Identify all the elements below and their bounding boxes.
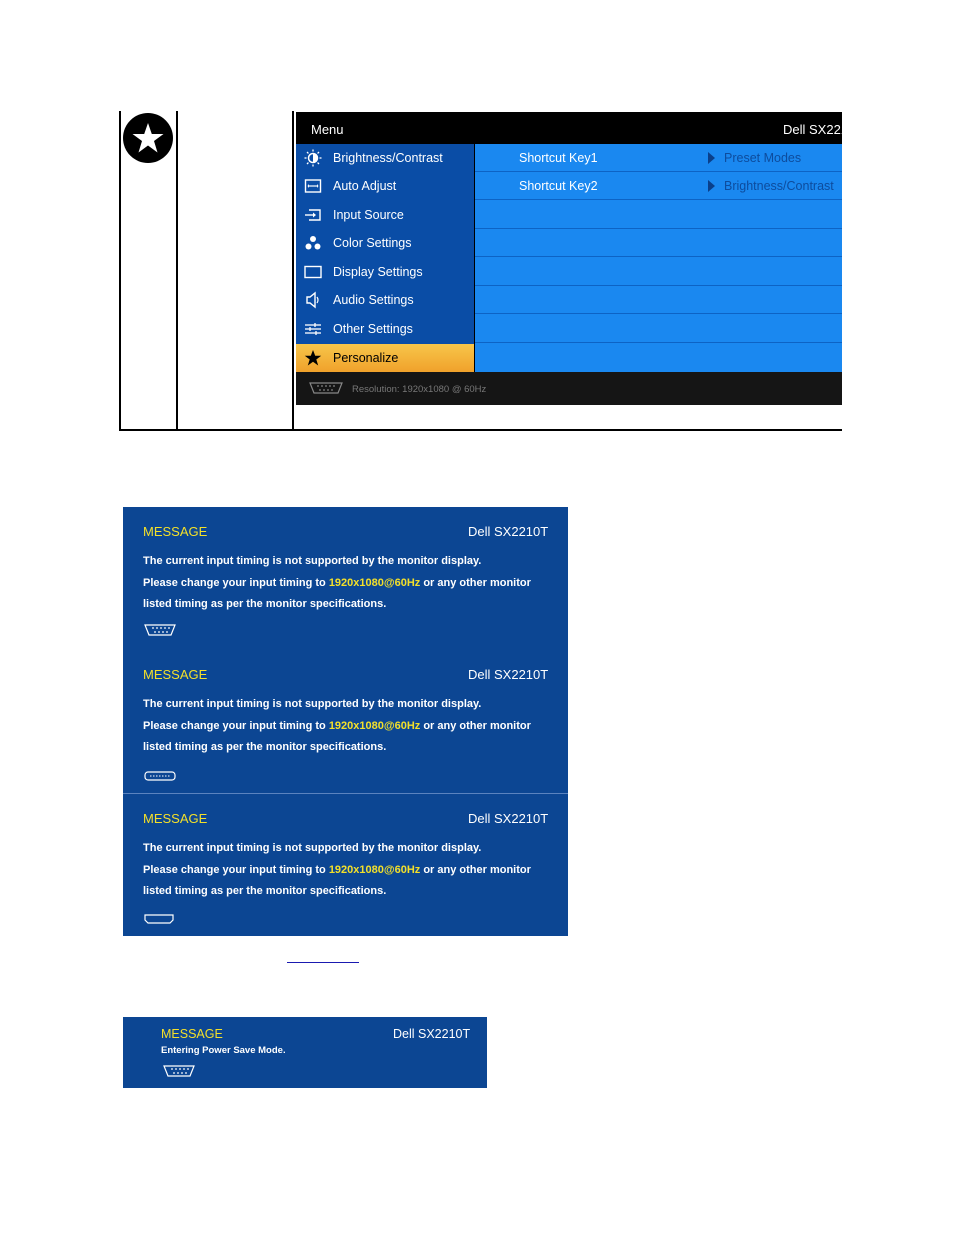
star-icon — [304, 349, 322, 367]
submenu-empty-row — [475, 229, 842, 257]
personalize-star-icon — [123, 113, 173, 163]
timing-highlight: 1920x1080@60Hz — [328, 864, 421, 876]
menu-item-label: Brightness/Contrast — [333, 151, 443, 165]
message-model: Dell SX2210T — [468, 667, 549, 682]
message-line3: listed timing as per the monitor specifications. — [143, 885, 387, 897]
hdmi-connector-icon — [143, 913, 175, 925]
osd-submenu — [475, 144, 842, 372]
menu-item-personalize[interactable] — [296, 344, 474, 372]
menu-item-label: Personalize — [333, 351, 399, 365]
message-line2: Please change your input timing to 1920x1080@60Hz or any other monitor — [143, 720, 531, 732]
table-border-col1 — [176, 111, 178, 431]
auto-adjust-icon — [304, 177, 322, 195]
submenu-empty-row — [475, 258, 842, 286]
menu-item-input-source[interactable] — [296, 201, 474, 229]
shortcut-key-value: Preset Modes — [724, 151, 802, 165]
shortcut-key1-row[interactable] — [475, 144, 842, 172]
table-border-left — [119, 111, 121, 431]
hyperlink-underline[interactable] — [287, 962, 359, 963]
vga-connector-icon — [162, 1064, 196, 1078]
brightness-icon — [304, 149, 322, 167]
menu-item-label: Input Source — [333, 208, 404, 222]
input-source-icon — [304, 206, 322, 224]
menu-item-auto-adjust[interactable] — [296, 172, 474, 200]
shortcut-key-value: Brightness/Contrast — [724, 179, 834, 193]
osd-main-menu — [296, 144, 474, 372]
message-model: Dell SX2210T — [468, 524, 549, 539]
osd-menu-screenshot — [296, 112, 864, 405]
power-save-text: Entering Power Save Mode. — [161, 1045, 286, 1056]
color-settings-icon — [304, 234, 322, 252]
menu-item-other-settings[interactable] — [296, 315, 474, 343]
table-border-col2 — [292, 111, 294, 431]
other-settings-icon — [304, 320, 322, 338]
message-model: Dell SX2210T — [468, 811, 549, 826]
display-settings-icon — [304, 263, 322, 281]
dvi-connector-icon — [143, 770, 177, 782]
message-title: MESSAGE — [143, 667, 208, 682]
message-title: MESSAGE — [143, 524, 208, 539]
message-panel-dvi — [123, 650, 568, 793]
timing-highlight: 1920x1080@60Hz — [328, 577, 421, 589]
message-line3: listed timing as per the monitor specifications. — [143, 741, 387, 753]
table-border-bottom — [119, 429, 842, 431]
vga-connector-icon — [143, 623, 177, 637]
message-model: Dell SX2210T — [393, 1027, 471, 1041]
menu-item-label: Color Settings — [333, 236, 412, 250]
shortcut-key-label: Shortcut Key2 — [519, 179, 598, 193]
triangle-right-icon — [708, 180, 715, 192]
message-line1: The current input timing is not supported by the monitor display. — [143, 698, 482, 710]
menu-item-brightness-contrast[interactable] — [296, 144, 474, 172]
message-line2: Please change your input timing to 1920x1080@60Hz or any other monitor — [143, 864, 531, 876]
resolution-readout: Resolution: 1920x1080 @ 60Hz — [352, 384, 487, 395]
menu-item-display-settings[interactable] — [296, 258, 474, 286]
osd-footer — [296, 372, 842, 405]
menu-item-label: Audio Settings — [333, 293, 414, 307]
shortcut-key-label: Shortcut Key1 — [519, 151, 598, 165]
message-panel-vga — [123, 507, 568, 650]
osd-header — [296, 112, 864, 144]
submenu-empty-row — [475, 315, 842, 343]
message-panel-hdmi — [123, 794, 568, 936]
submenu-empty-row — [475, 201, 842, 229]
shortcut-key2-row[interactable] — [475, 172, 842, 200]
menu-item-label: Other Settings — [333, 322, 413, 336]
menu-item-audio-settings[interactable] — [296, 286, 474, 314]
message-line1: The current input timing is not supported by the monitor display. — [143, 842, 482, 854]
power-save-message-panel — [123, 1017, 487, 1088]
message-title: MESSAGE — [143, 811, 208, 826]
osd-model: Dell SX2210T — [783, 122, 864, 137]
submenu-empty-row — [475, 286, 842, 314]
timing-highlight: 1920x1080@60Hz — [328, 720, 421, 732]
triangle-right-icon — [708, 152, 715, 164]
menu-item-label: Auto Adjust — [333, 179, 397, 193]
message-title: MESSAGE — [161, 1027, 223, 1041]
message-line1: The current input timing is not supported by the monitor display. — [143, 555, 482, 567]
menu-item-color-settings[interactable] — [296, 229, 474, 257]
menu-item-label: Display Settings — [333, 265, 423, 279]
message-line3: listed timing as per the monitor specifications. — [143, 598, 387, 610]
speaker-icon — [304, 291, 322, 309]
vga-connector-icon — [308, 381, 344, 395]
message-line2: Please change your input timing to 1920x1080@60Hz or any other monitor — [143, 577, 531, 589]
osd-title: Menu — [311, 122, 344, 137]
